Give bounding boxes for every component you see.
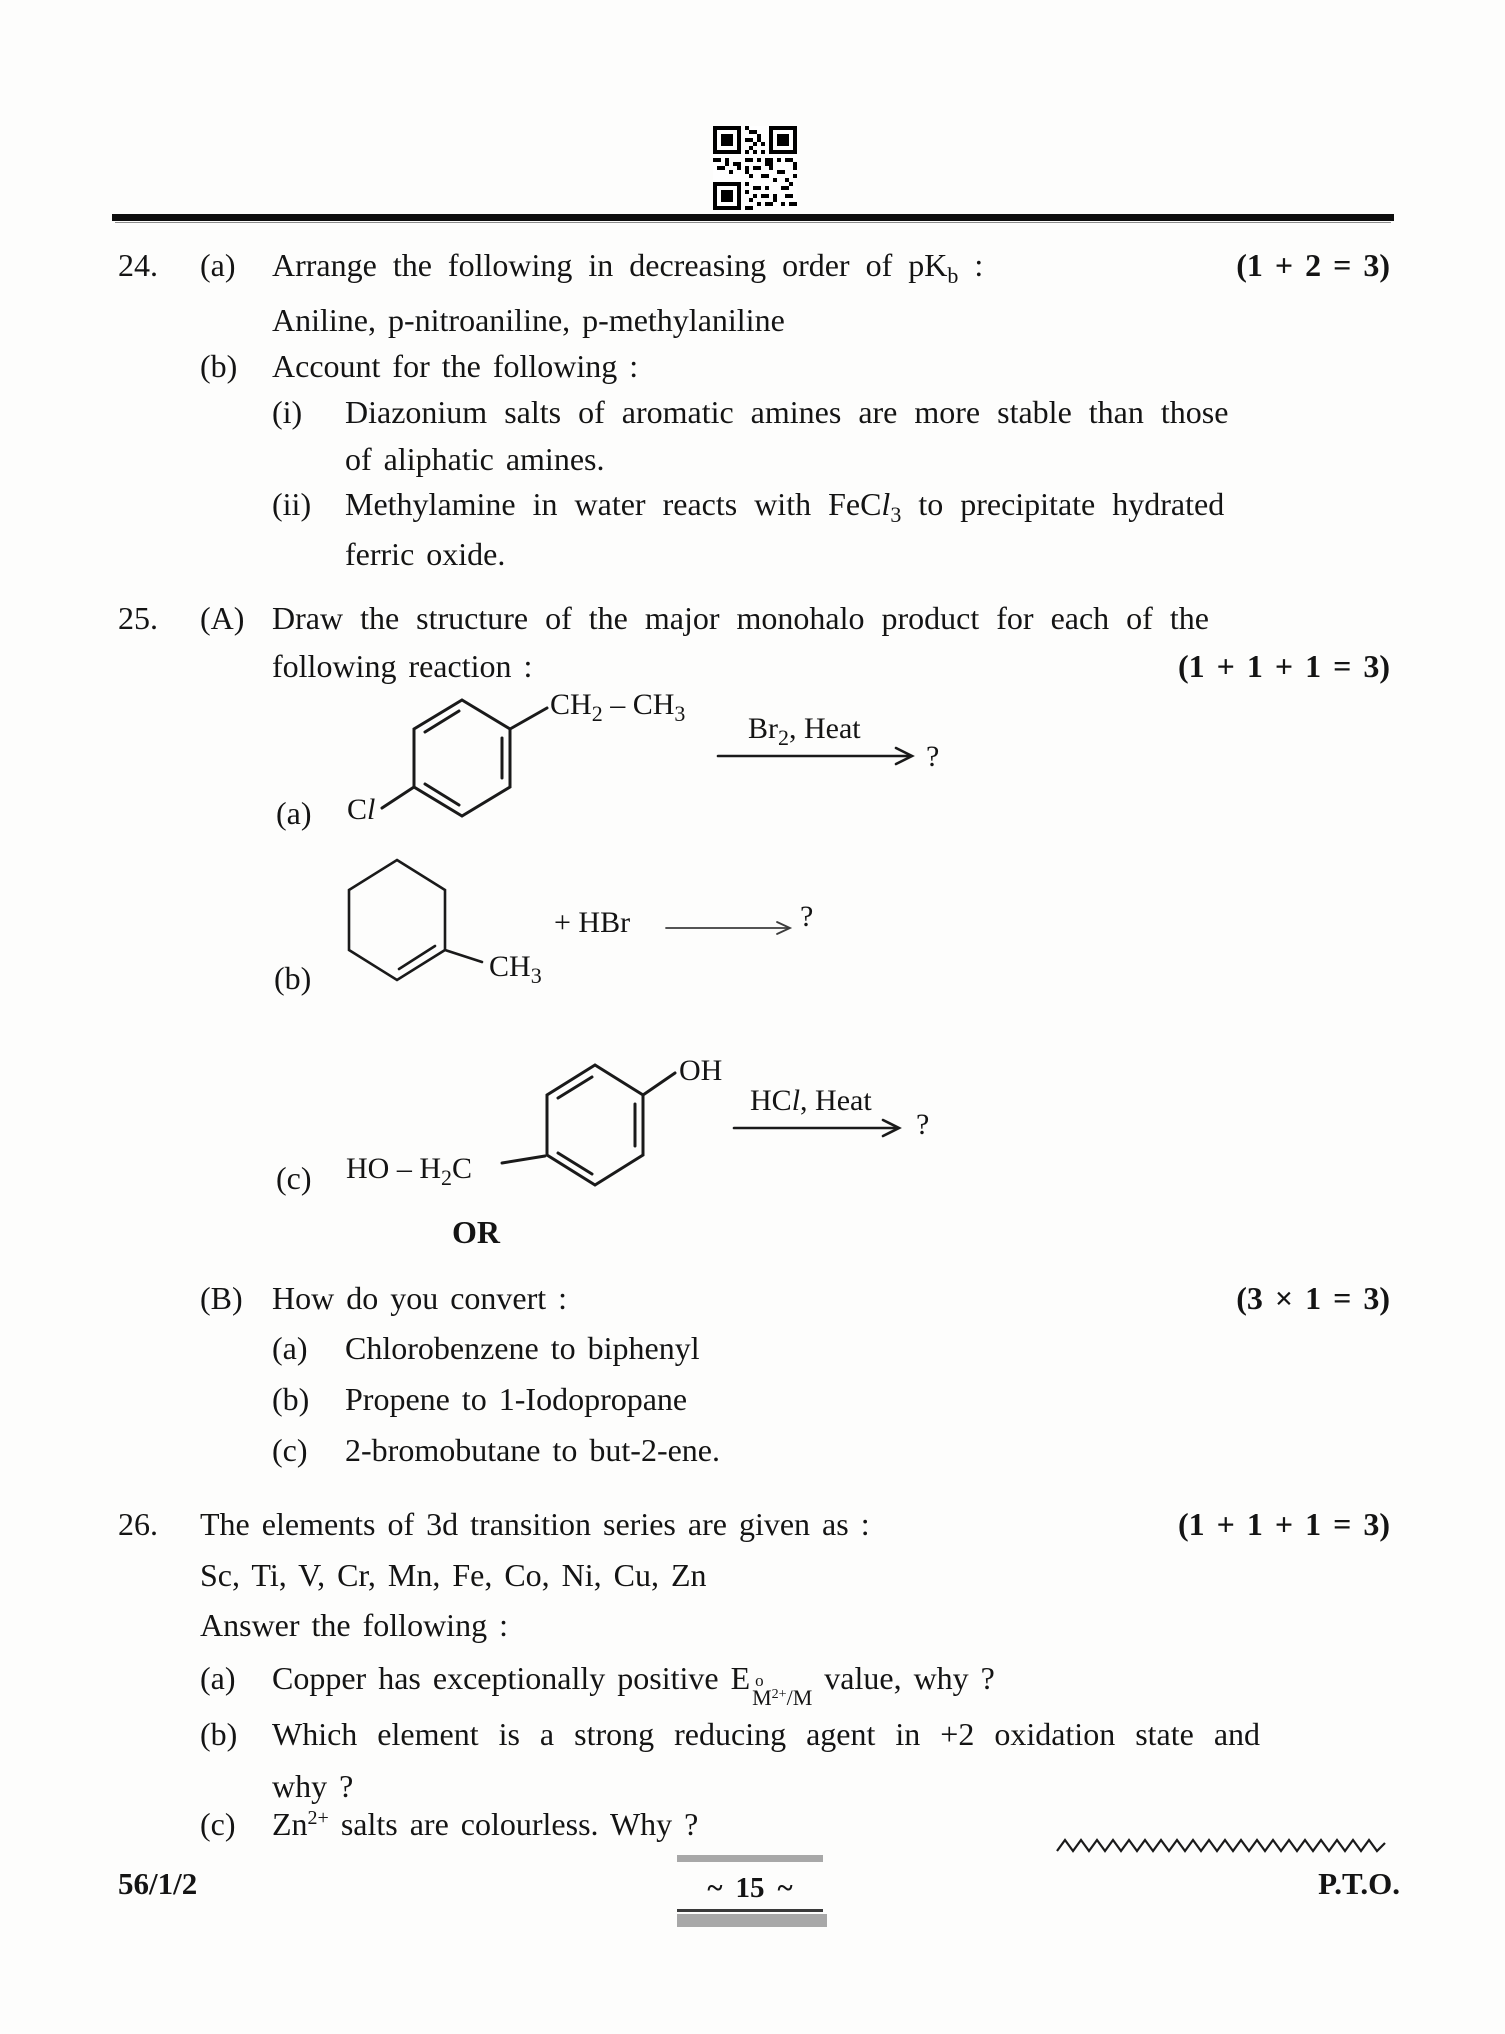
- benzene-ring-a: [414, 700, 510, 816]
- standard-potential-notation: o $M^{2+}/M$: [752, 1671, 813, 1710]
- q26-b-line2: why ?: [272, 1768, 354, 1804]
- q24-b-ii-label: (ii): [272, 486, 312, 522]
- q26-number: 26.: [118, 1506, 158, 1542]
- q25-number: 25.: [118, 600, 158, 636]
- sb-question-mark: ?: [800, 900, 814, 933]
- sa-substituent: $CH_2 - CH_3$: [550, 688, 686, 726]
- pagenum-bar-top: [677, 1855, 823, 1862]
- q25-B-c-text: 2-bromobutane to but-2-ene.: [345, 1432, 720, 1468]
- q25-B-b-text: Propene to 1-Iodopropane: [345, 1381, 688, 1417]
- reaction-arrow-a: [718, 748, 912, 764]
- q26-c-line: $Zn^{2+}$ salts are colourless. Why ?: [272, 1806, 699, 1842]
- q25-B-label: (B): [200, 1280, 243, 1316]
- zigzag-line: [1055, 1834, 1400, 1858]
- pagenum-bar-bottom: [677, 1914, 827, 1927]
- sb-ch3: $CH_3$: [489, 950, 542, 988]
- sa-cl: Cl: [347, 793, 376, 826]
- header-rule: [112, 214, 1394, 221]
- q24-b-ii-line2: ferric oxide.: [345, 536, 506, 572]
- q25-B-a-label: (a): [272, 1330, 308, 1366]
- q25-B-b-label: (b): [272, 1381, 310, 1417]
- q25-marks: (1 + 1 + 1 = 3): [1177, 648, 1390, 684]
- pagenum-line: [677, 1909, 823, 1912]
- q26-line3: Answer the following :: [200, 1607, 508, 1643]
- q26-marks: (1 + 1 + 1 = 3): [1177, 1506, 1390, 1542]
- qr-code: [713, 126, 797, 210]
- sc-label: (c): [276, 1160, 312, 1196]
- q26-a-line: Copper has exceptionally positive E o $M^{2+}/M$ value, why ?: [272, 1660, 995, 1710]
- sc-ho-h2c: HO – $H_2C$: [346, 1152, 473, 1190]
- q26-line1: The elements of 3d transition series are given as :: [200, 1506, 870, 1542]
- q24-b-i-label: (i): [272, 394, 303, 430]
- q25-A-label: (A): [200, 600, 245, 636]
- q24-b-ii-line1: Methylamine in water reacts with FeCl$_3$ to precipitate hydrated: [345, 486, 1225, 527]
- q24-b-label: (b): [200, 348, 238, 384]
- cyclohexene-ring-b: [349, 860, 445, 980]
- page-number: ~ 15 ~: [707, 1872, 793, 1904]
- q24-a-line2: Aniline, p-nitroaniline, p-methylaniline: [272, 302, 785, 338]
- sb-plus-hbr: + HBr: [554, 906, 631, 939]
- q25-B-marks: (3 × 1 = 3): [1236, 1280, 1390, 1316]
- q24-a-line1: Arrange the following in decreasing order of $pK_b$ :: [272, 247, 984, 288]
- q26-a-label: (a): [200, 1660, 236, 1696]
- pto-label: P.T.O.: [1318, 1866, 1400, 1901]
- q24-number: 24.: [118, 247, 158, 283]
- q25-A-line2: following reaction :: [272, 648, 533, 684]
- reaction-arrow-b: [666, 922, 790, 934]
- sc-oh: OH: [679, 1054, 723, 1087]
- paper-code: 56/1/2: [118, 1866, 198, 1901]
- q26-b-label: (b): [200, 1716, 238, 1752]
- q25-B-c-label: (c): [272, 1432, 308, 1468]
- sa-label: (a): [276, 795, 312, 831]
- q26-line2: Sc, Ti, V, Cr, Mn, Fe, Co, Ni, Cu, Zn: [200, 1557, 707, 1593]
- benzene-ring-c: [547, 1065, 643, 1185]
- sc-reagent: HCl, Heat: [750, 1084, 872, 1117]
- q24-marks: (1 + 2 = 3): [1236, 247, 1390, 283]
- q24-b-i-line2: of aliphatic amines.: [345, 441, 605, 477]
- sa-reagent: $Br_2$, Heat: [748, 712, 861, 750]
- or-divider: OR: [452, 1214, 500, 1250]
- q25-A-line1: Draw the structure of the major monohalo product for each of the: [272, 600, 1209, 636]
- q24-b-text: Account for the following :: [272, 348, 639, 384]
- q26-c-label: (c): [200, 1806, 236, 1842]
- sb-label: (b): [274, 960, 312, 996]
- q24-b-i-line1: Diazonium salts of aromatic amines are more stable than those: [345, 394, 1229, 430]
- sa-question-mark: ?: [926, 740, 940, 773]
- q24-a-label: (a): [200, 247, 236, 283]
- sc-question-mark: ?: [916, 1108, 930, 1141]
- q25-B-a-text: Chlorobenzene to biphenyl: [345, 1330, 700, 1366]
- reaction-arrow-c: [734, 1120, 899, 1136]
- q26-b-line1: Which element is a strong reducing agent in +2 oxidation state and: [272, 1716, 1261, 1752]
- q25-B-text: How do you convert :: [272, 1280, 568, 1316]
